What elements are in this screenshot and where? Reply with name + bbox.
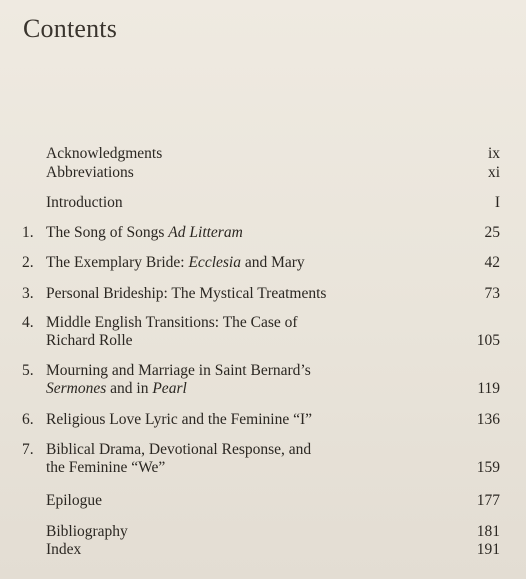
toc-page-number: 25 — [484, 224, 500, 241]
toc-title: Biblical Drama, Devotional Response, and the Feminine “We” — [46, 441, 312, 476]
toc-title: Introduction — [46, 194, 123, 211]
toc-page-number: 73 — [484, 285, 500, 302]
toc-title: The Exemplary Bride: Ecclesia and Mary — [46, 254, 305, 271]
toc-page-number: 191 — [476, 541, 500, 558]
chapter-number: 1. — [22, 224, 34, 241]
toc-title: Middle English Transitions: The Case of Richard Rolle — [46, 314, 298, 349]
page-title: Contents — [23, 14, 118, 43]
toc-page-number: I — [494, 194, 500, 211]
toc-title: Acknowledgments — [46, 145, 163, 162]
chapter-number: 3. — [22, 285, 34, 302]
toc-title: Religious Love Lyric and the Feminine “I” — [46, 411, 313, 428]
toc-page-number: 105 — [476, 332, 500, 349]
toc-title: Epilogue — [46, 492, 102, 509]
toc-page-number: 42 — [484, 254, 500, 271]
chapter-number: 6. — [22, 411, 34, 428]
toc-page-number: 177 — [476, 492, 500, 509]
chapter-number: 7. — [22, 441, 34, 458]
toc-title: Bibliography — [46, 523, 128, 540]
chapter-number: 5. — [22, 362, 34, 379]
chapter-number: 2. — [22, 254, 34, 271]
chapter-number: 4. — [22, 314, 34, 331]
toc-page-number: 181 — [476, 523, 500, 540]
toc-title: Index — [46, 541, 82, 558]
toc-page-number: ix — [487, 145, 500, 162]
toc-page-number: 159 — [476, 459, 500, 476]
toc-title: Abbreviations — [46, 164, 134, 181]
toc-title: The Song of Songs Ad Litteram — [46, 224, 243, 241]
toc-page-number: 119 — [477, 380, 500, 397]
toc-title: Personal Brideship: The Mystical Treatments — [46, 285, 327, 302]
toc-page-number: 136 — [476, 411, 500, 428]
toc-title: Mourning and Marriage in Saint Bernard’s Sermones and in Pearl — [46, 362, 311, 397]
toc-page-number: xi — [487, 164, 500, 181]
